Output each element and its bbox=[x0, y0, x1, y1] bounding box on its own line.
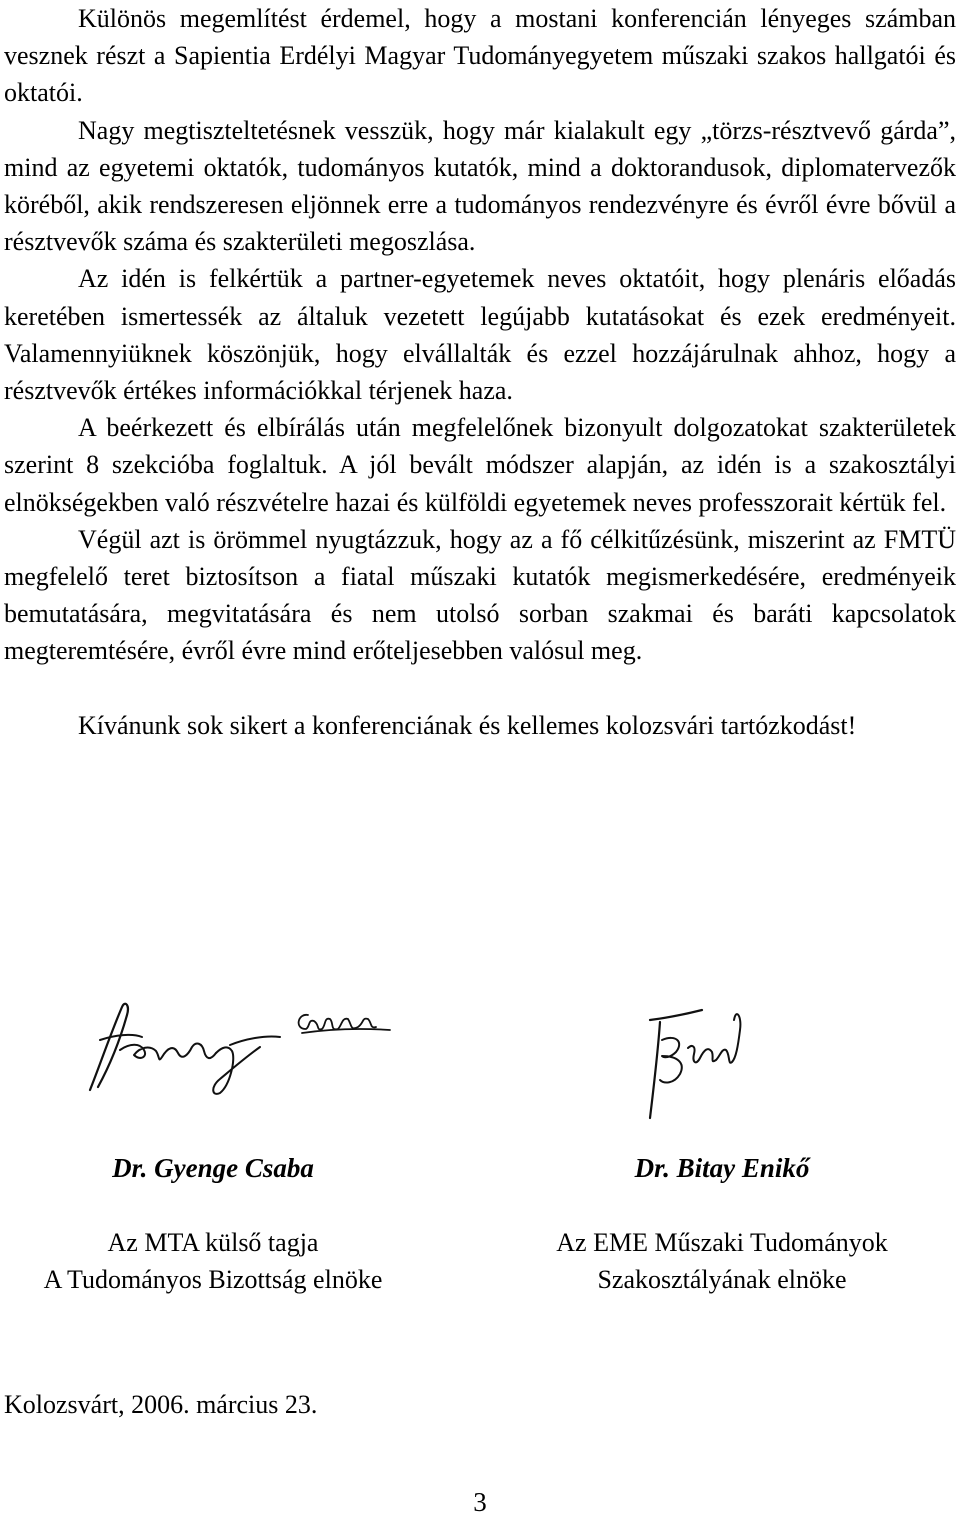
place-and-date: Kolozsvárt, 2006. március 23. bbox=[4, 1390, 318, 1419]
signer-left-role-line1: Az MTA külső tagja bbox=[107, 1228, 319, 1257]
closing-wish: Kívánunk sok sikert a konferenciának és kellemes kolozsvári tartózkodást! bbox=[78, 710, 857, 740]
paragraph-plenary: Az idén is felkértük a partner-egyetemek neves oktatóit, hogy plenáris előadás keretében ismertessék az általuk vezetett legújabb kutatásokat és ezek eredményeit. Valamennyiüknek köszönjük, hogy elvállalták és ezzel hozzájárulnak ahhoz, hogy a résztvevők értékes információkkal térjenek haza. bbox=[4, 264, 956, 406]
signer-right-block bbox=[520, 1150, 924, 1298]
paragraph-sapientia: Különös megemlítést érdemel, hogy a mostani konferencián lényeges számban vesznek részt a Sapientia Erdélyi Magyar Tudományegyetem műszaki szakos hallgatói és oktatói. bbox=[4, 4, 956, 108]
signature-bitay-eniko bbox=[636, 1000, 756, 1120]
signature-area bbox=[0, 995, 952, 1125]
paragraph-sections: A beérkezett és elbírálás után megfelelőnek bizonyult dolgozatokat szakterületek szerint 8 szekcióba foglaltuk. A jól bevált módszer alapján, az idén is a szakosztályi elnökségekben való részvételre hazai és külföldi egyetemek neves professzorait kértük fel. bbox=[4, 413, 956, 517]
page-number: 3 bbox=[473, 1487, 487, 1517]
signer-left-block bbox=[0, 1150, 426, 1298]
document-page bbox=[4, 0, 956, 744]
signer-right-name: Dr. Bitay Enikő bbox=[634, 1153, 810, 1183]
paragraph-participants: Nagy megtiszteltetésnek vesszük, hogy már kialakult egy „törzs-résztvevő gárda”, mind az egyetemi oktatók, tudományos kutatók, mind a doktorandusok, diplomatervezők köréből, akik rendszeresen eljönnek erre a tudományos rendezvényre és évről évre bővül a résztvevők száma és szakterületi megoszlása. bbox=[4, 115, 956, 257]
signer-right-role-line1: Az EME Műszaki Tudományok bbox=[556, 1228, 888, 1257]
signer-right-role-line2: Szakosztályának elnöke bbox=[597, 1265, 847, 1294]
paragraph-goals: Végül azt is örömmel nyugtázzuk, hogy az a fő célkitűzésünk, miszerint az FMTÜ megfelelő teret biztosítson a fiatal műszaki kutatók megismerkedésére, eredményeik bemutatására, megvitatására és nem utolsó sorban szakmai és baráti kapcsolatok megteremtésére, évről évre mind erőteljesebben valósul meg. bbox=[4, 524, 956, 666]
signer-left-name: Dr. Gyenge Csaba bbox=[112, 1153, 314, 1183]
signer-left-role-line2: A Tudományos Bizottság elnöke bbox=[43, 1265, 383, 1294]
signature-gyenge-csaba bbox=[70, 995, 430, 1095]
